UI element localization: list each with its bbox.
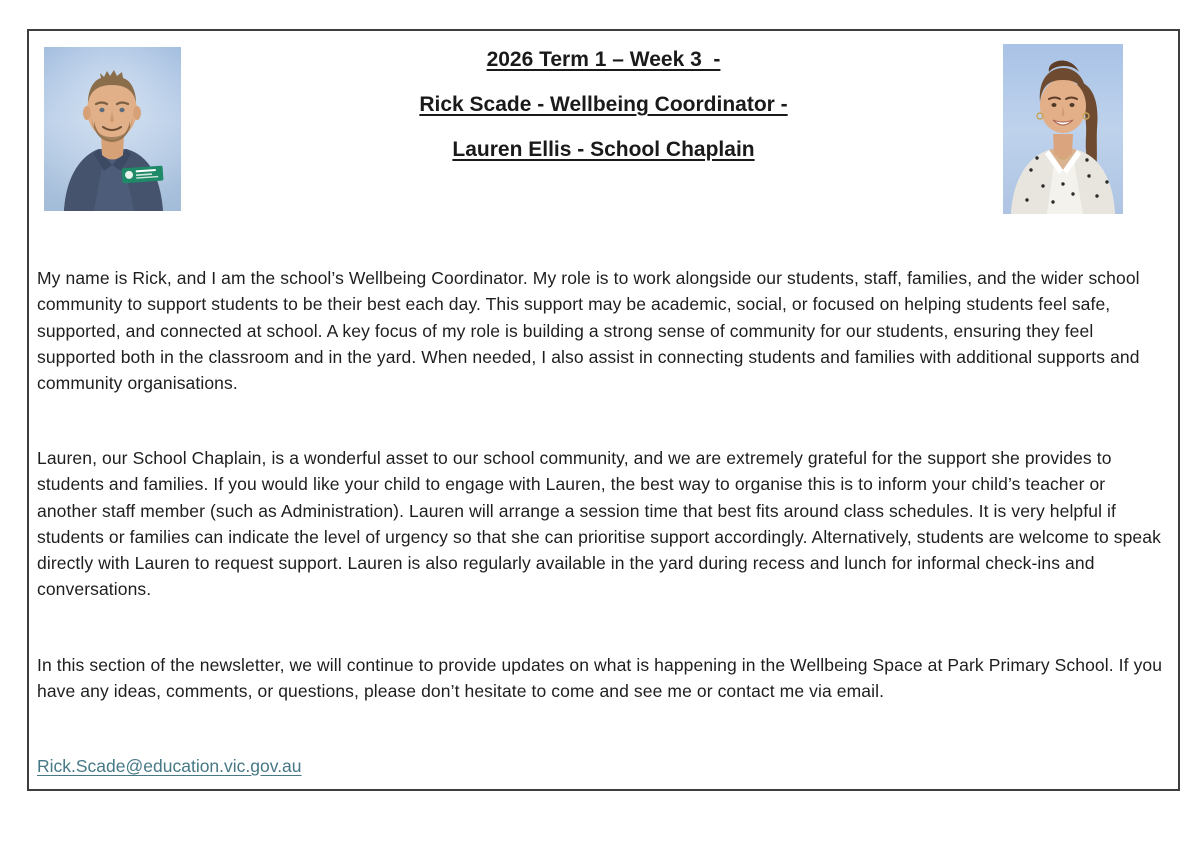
email-row xyxy=(37,753,302,779)
paragraph-lauren-chaplain: Lauren, our School Chaplain, is a wonderful asset to our school community, and we are extremely grateful for the support she provides to students and families. If you would like your child to engage with Lauren, the best way to organise this is to inform your child’s teacher or another staff member (such as Administration). Lauren will arrange a session time that best fits around class schedules. It is very helpful if students or families can indicate the level of urgency so that she can prioritise support accordingly. Alternatively, students are welcome to speak directly with Lauren to request support. Lauren is also regularly available in the yard during recess and lunch for informal check-ins and conversations. xyxy=(37,448,1161,600)
title-line-wellbeing-coordinator: Rick Scade - Wellbeing Coordinator - xyxy=(419,93,788,116)
title-line-term-week: 2026 Term 1 – Week 3 - xyxy=(486,48,721,71)
newsletter-wellbeing-section xyxy=(27,29,1180,791)
newsletter-title-block xyxy=(29,37,1178,172)
email-link[interactable]: Rick.Scade@education.vic.gov.au xyxy=(37,756,302,776)
paragraph-newsletter-updates: In this section of the newsletter, we will continue to provide updates on what is happening in the Wellbeing Space at Park Primary School. If you have any ideas, comments, or questions, please don’t hesitate to come and see me or contact me via email. xyxy=(37,655,1163,702)
paragraph-rick-intro: My name is Rick, and I am the school’s Wellbeing Coordinator. My role is to work alongside our students, staff, families, and the wider school community to support students to be their best each day. This support may be academic, social, or focused on helping students feel safe, supported, and connected at school. A key focus of my role is building a strong sense of community for our students, ensuring they feel supported both in the classroom and in the yard. When needed, I also assist in connecting students and families with additional supports and community organisations. xyxy=(37,268,1140,394)
title-line-school-chaplain: Lauren Ellis - School Chaplain xyxy=(452,138,755,161)
